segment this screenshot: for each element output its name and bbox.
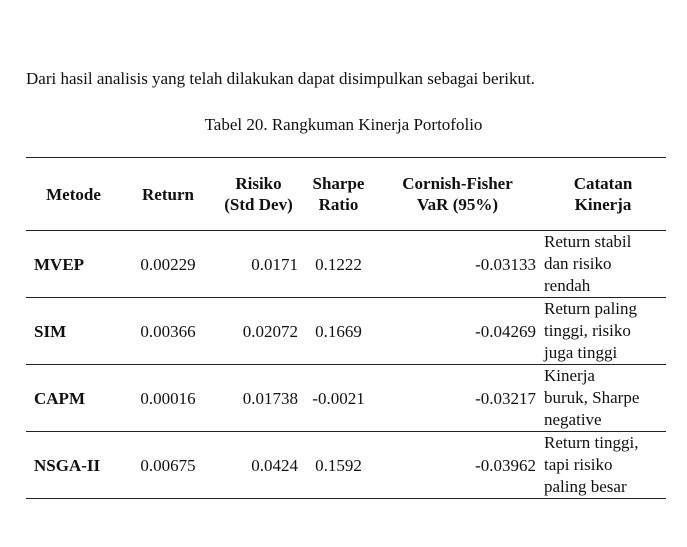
cell-return: 0.00675 — [140, 455, 196, 475]
cell-return: 0.00016 — [140, 388, 196, 408]
cell-note — [540, 231, 666, 298]
table-header — [26, 158, 666, 231]
header-catatan — [540, 158, 666, 231]
header-metode-line-1: Metode — [46, 184, 101, 204]
note-line: rendah — [544, 276, 591, 295]
header-risiko-line-1: Risiko — [235, 174, 282, 193]
header-risiko — [215, 158, 302, 231]
header-var-line-1: Cornish-Fisher — [402, 174, 513, 193]
note-line: Return paling — [544, 299, 638, 318]
header-return-line-1: Return — [142, 184, 194, 204]
cell-var: -0.03962 — [475, 455, 536, 475]
header-catatan-line-1: Catatan — [573, 174, 633, 193]
header-risiko-line-2: (Std Dev) — [224, 195, 293, 214]
portfolio-performance-table — [26, 157, 666, 499]
note-line: Return stabil — [544, 232, 632, 251]
cell-sharpe: -0.0021 — [312, 388, 365, 408]
cell-note — [540, 298, 666, 365]
table-row — [26, 365, 666, 432]
table-row — [26, 231, 666, 298]
header-metode — [26, 158, 121, 231]
header-return — [121, 158, 215, 231]
header-var-line-2: VaR (95%) — [416, 195, 499, 214]
note-line: Return tinggi, — [544, 433, 639, 452]
header-sharpe-line-1: Sharpe — [312, 174, 365, 193]
note-line: tapi risiko — [544, 455, 613, 474]
header-catatan-line-2: Kinerja — [574, 195, 632, 214]
note-line: dan risiko — [544, 254, 612, 273]
header-var — [375, 158, 540, 231]
cell-note — [540, 365, 666, 432]
cell-return: 0.00366 — [140, 321, 196, 341]
cell-note — [540, 432, 666, 499]
note-line: paling besar — [544, 477, 627, 496]
cell-method: NSGA-II — [34, 455, 101, 475]
cell-sharpe: 0.1222 — [315, 254, 362, 274]
cell-method: SIM — [34, 321, 67, 341]
cell-var: -0.04269 — [475, 321, 536, 341]
header-sharpe — [302, 158, 375, 231]
table-caption: Tabel 20. Rangkuman Kinerja Portofolio — [204, 115, 483, 134]
cell-sharpe: 0.1592 — [315, 455, 362, 475]
note-line: juga tinggi — [544, 343, 618, 362]
cell-risk: 0.0424 — [251, 455, 298, 475]
table-row — [26, 298, 666, 365]
cell-sharpe: 0.1669 — [315, 321, 362, 341]
cell-method: MVEP — [34, 254, 85, 274]
table-body — [26, 231, 666, 499]
header-sharpe-line-2: Ratio — [318, 195, 359, 214]
cell-risk: 0.01738 — [242, 388, 298, 408]
note-line: tinggi, risiko — [544, 321, 631, 340]
note-line: buruk, Sharpe — [544, 388, 640, 407]
cell-method: CAPM — [34, 388, 85, 408]
intro-paragraph: Dari hasil analisis yang telah dilakukan dapat disimpulkan sebagai berikut. — [26, 69, 535, 88]
cell-risk: 0.0171 — [251, 254, 298, 274]
header-row — [26, 158, 666, 231]
table-row — [26, 432, 666, 499]
note-line: negative — [544, 410, 602, 429]
cell-var: -0.03133 — [475, 254, 536, 274]
cell-var: -0.03217 — [475, 388, 536, 408]
cell-risk: 0.02072 — [242, 321, 298, 341]
cell-return: 0.00229 — [140, 254, 196, 274]
note-line: Kinerja — [544, 366, 595, 385]
